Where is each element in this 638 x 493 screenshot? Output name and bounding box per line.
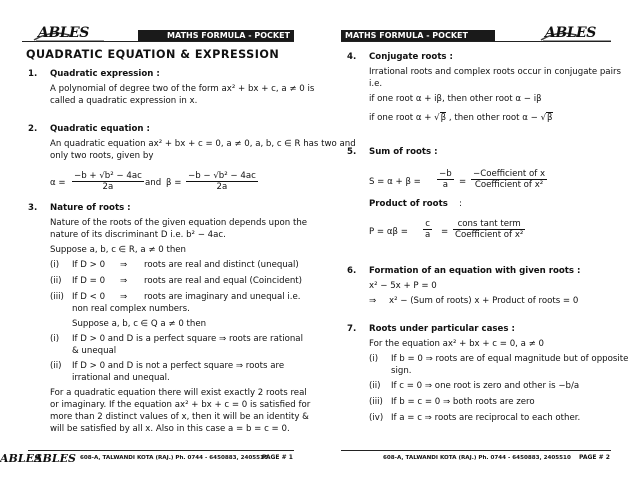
- section-5-number: 5.: [347, 147, 357, 157]
- footer-logo: ABLES: [0, 452, 42, 465]
- implies-icon: ⇒: [120, 276, 128, 286]
- sum-label: S = α + β =: [369, 177, 421, 187]
- product-coef-fraction: [453, 219, 525, 240]
- sum-denominator: a: [442, 180, 448, 190]
- section-2-line: only two roots, given by: [50, 151, 154, 161]
- section-4-line: if one root α + iβ, then other root α − iβ: [369, 94, 542, 104]
- footer-rule: [28, 450, 294, 451]
- page-number: PAGE # 1: [262, 454, 293, 461]
- section-5-heading: Sum of roots :: [369, 147, 438, 157]
- implies-icon: ⇒: [120, 292, 128, 302]
- section-7-number: 7.: [347, 324, 357, 334]
- footer-rule: [341, 450, 611, 451]
- product-fraction: [423, 219, 432, 240]
- case-text: If D > 0 and D is not a perfect square ⇒ roots are: [72, 361, 285, 371]
- paragraph-line: will be satisfied by all x. Also in this case a = b = c = 0.: [50, 424, 290, 434]
- section-6-number: 6.: [347, 266, 357, 276]
- logo-text: ABLES: [545, 25, 596, 41]
- section-2-heading: Quadratic equation :: [50, 124, 150, 134]
- header-rule: [22, 41, 294, 42]
- beta-denominator: 2a: [216, 182, 228, 192]
- page-title: QUADRATIC EQUATION & EXPRESSION: [26, 48, 280, 61]
- beta-fraction: [186, 171, 258, 192]
- equals-sign: =: [441, 227, 449, 237]
- alpha-denominator: 2a: [102, 182, 114, 192]
- section-4-line: if one root α + √β , then other root α − √β: [369, 113, 553, 123]
- case-text: If b = c = 0 ⇒ both roots are zero: [391, 397, 535, 407]
- beta-label: β =: [166, 178, 182, 188]
- section-6-line: x² − (Sum of roots) x + Product of roots = 0: [389, 296, 579, 306]
- paragraph-line: For a quadratic equation there will exist exactly 2 roots real: [50, 388, 307, 398]
- sqrt-beta: β: [547, 113, 553, 123]
- case-index: (iv): [369, 413, 384, 423]
- section-1-line: A polynomial of degree two of the form ax² + bx + c, a ≠ 0 is: [50, 84, 315, 94]
- alpha-label: α =: [50, 178, 66, 188]
- case-result: roots are real and distinct (unequal): [144, 260, 299, 270]
- sqrt-beta: β: [440, 113, 447, 123]
- header-title: MATHS FORMULA - POCKET BOOK: [341, 30, 495, 41]
- section-3-number: 3.: [28, 203, 38, 213]
- section-3-line: Suppose a, b, c ∈ Q a ≠ 0 then: [72, 319, 207, 329]
- case-text: sign.: [391, 366, 412, 376]
- sum-fraction: [437, 169, 454, 190]
- case-index: (i): [50, 260, 60, 270]
- case-condition: If D = 0: [72, 276, 106, 286]
- product-heading: Product of roots: [369, 199, 448, 209]
- case-index: (ii): [369, 381, 381, 391]
- product-numerator: c: [423, 219, 432, 230]
- section-6-line: x² − 5x + P = 0: [369, 281, 437, 291]
- case-result: roots are real and equal (Coincident): [144, 276, 303, 286]
- section-4-line: i.e.: [369, 79, 383, 89]
- case-index: (iii): [50, 292, 64, 302]
- case-result: roots are imaginary and unequal i.e.: [144, 292, 301, 302]
- case-index: (ii): [50, 361, 62, 371]
- beta-numerator: −b − √b² − 4ac: [188, 171, 256, 181]
- section-3-heading: Nature of roots :: [50, 203, 131, 213]
- paragraph-line: more than 2 distinct values of x, then it will be an identity &: [50, 412, 309, 422]
- section-4-number: 4.: [347, 52, 357, 62]
- case-condition: If D > 0: [72, 260, 106, 270]
- footer-address: 608-A, TALWANDI KOTA (RAJ.) Ph. 0744 - 6450883, 2405510: [383, 455, 571, 461]
- paragraph-line: or imaginary. If the equation ax² + bx + c = 0 is satisfied for: [50, 400, 311, 410]
- header-title: MATHS FORMULA - POCKET BOOK: [138, 30, 294, 41]
- case-index: (ii): [50, 276, 62, 286]
- alpha-numerator: −b + √b² − 4ac: [74, 171, 142, 181]
- product-coef-numerator: cons tant term: [453, 219, 525, 230]
- case-text: If c = 0 ⇒ one root is zero and other is −b/a: [391, 381, 580, 391]
- section-2-line: An quadratic equation ax² + bx + c = 0, a ≠ 0, a, b, c ∈ R has two and: [50, 139, 356, 149]
- page-number: PAGE # 2: [579, 454, 610, 461]
- product-coef-denominator: Coefficient of x²: [455, 230, 524, 240]
- and-text: and: [145, 178, 162, 188]
- sum-coef-fraction: [471, 169, 547, 190]
- header-rule: [341, 41, 611, 42]
- case-index: (i): [369, 354, 379, 364]
- equals-sign: =: [459, 177, 467, 187]
- footer-logo: ABLES: [34, 452, 76, 465]
- section-3-line: Suppose a, b, c ∈ R, a ≠ 0 then: [50, 245, 187, 255]
- case-text: & unequal: [72, 346, 117, 356]
- implies-icon: ⇒: [120, 260, 128, 270]
- product-colon: :: [459, 199, 462, 209]
- conj-text-b: , then other root α −: [446, 113, 541, 123]
- case-text: If b = 0 ⇒ roots are of equal magnitude but of opposite: [391, 354, 629, 364]
- case-text: If a = c ⇒ roots are reciprocal to each other.: [391, 413, 581, 423]
- section-4-line: Irrational roots and complex roots occur in conjugate pairs: [369, 67, 621, 77]
- product-label: P = αβ =: [369, 227, 408, 237]
- product-denominator: a: [425, 230, 431, 240]
- section-7-heading: Roots under particular cases :: [369, 324, 515, 334]
- section-2-number: 2.: [28, 124, 38, 134]
- footer-address: 608-A, TALWANDI KOTA (RAJ.) Ph. 0744 - 6450883, 2405510: [80, 455, 268, 461]
- case-index: (iii): [369, 397, 383, 407]
- section-3-line: Nature of the roots of the given equation depends upon the: [50, 218, 308, 228]
- section-3-line: nature of its discriminant D i.e. b² − 4ac.: [50, 230, 226, 240]
- conj-text-a: if one root α +: [369, 113, 435, 123]
- section-1-heading: Quadratic expression :: [50, 69, 160, 79]
- sum-coef-denominator: Coefficient of x²: [474, 180, 544, 190]
- implies-icon: ⇒: [369, 296, 377, 306]
- section-7-line: For the equation ax² + bx + c = 0, a ≠ 0: [369, 339, 545, 349]
- logo-text: ABLES: [38, 25, 89, 41]
- case-index: (i): [50, 334, 60, 344]
- sum-numerator: −b: [439, 169, 452, 179]
- case-condition: If D < 0: [72, 292, 106, 302]
- alpha-fraction: [72, 171, 144, 192]
- section-1-line: called a quadratic expression in x.: [50, 96, 198, 106]
- section-6-heading: Formation of an equation with given roots :: [369, 266, 581, 276]
- case-text: If D > 0 and D is a perfect square ⇒ roots are rational: [72, 334, 303, 344]
- case-result: non real complex numbers.: [72, 304, 190, 314]
- page-2: [319, 0, 638, 493]
- section-1-number: 1.: [28, 69, 38, 79]
- sum-coef-numerator: −Coefficient of x: [473, 169, 546, 179]
- case-text: irrational and unequal.: [72, 373, 170, 383]
- section-4-heading: Conjugate roots :: [369, 52, 453, 62]
